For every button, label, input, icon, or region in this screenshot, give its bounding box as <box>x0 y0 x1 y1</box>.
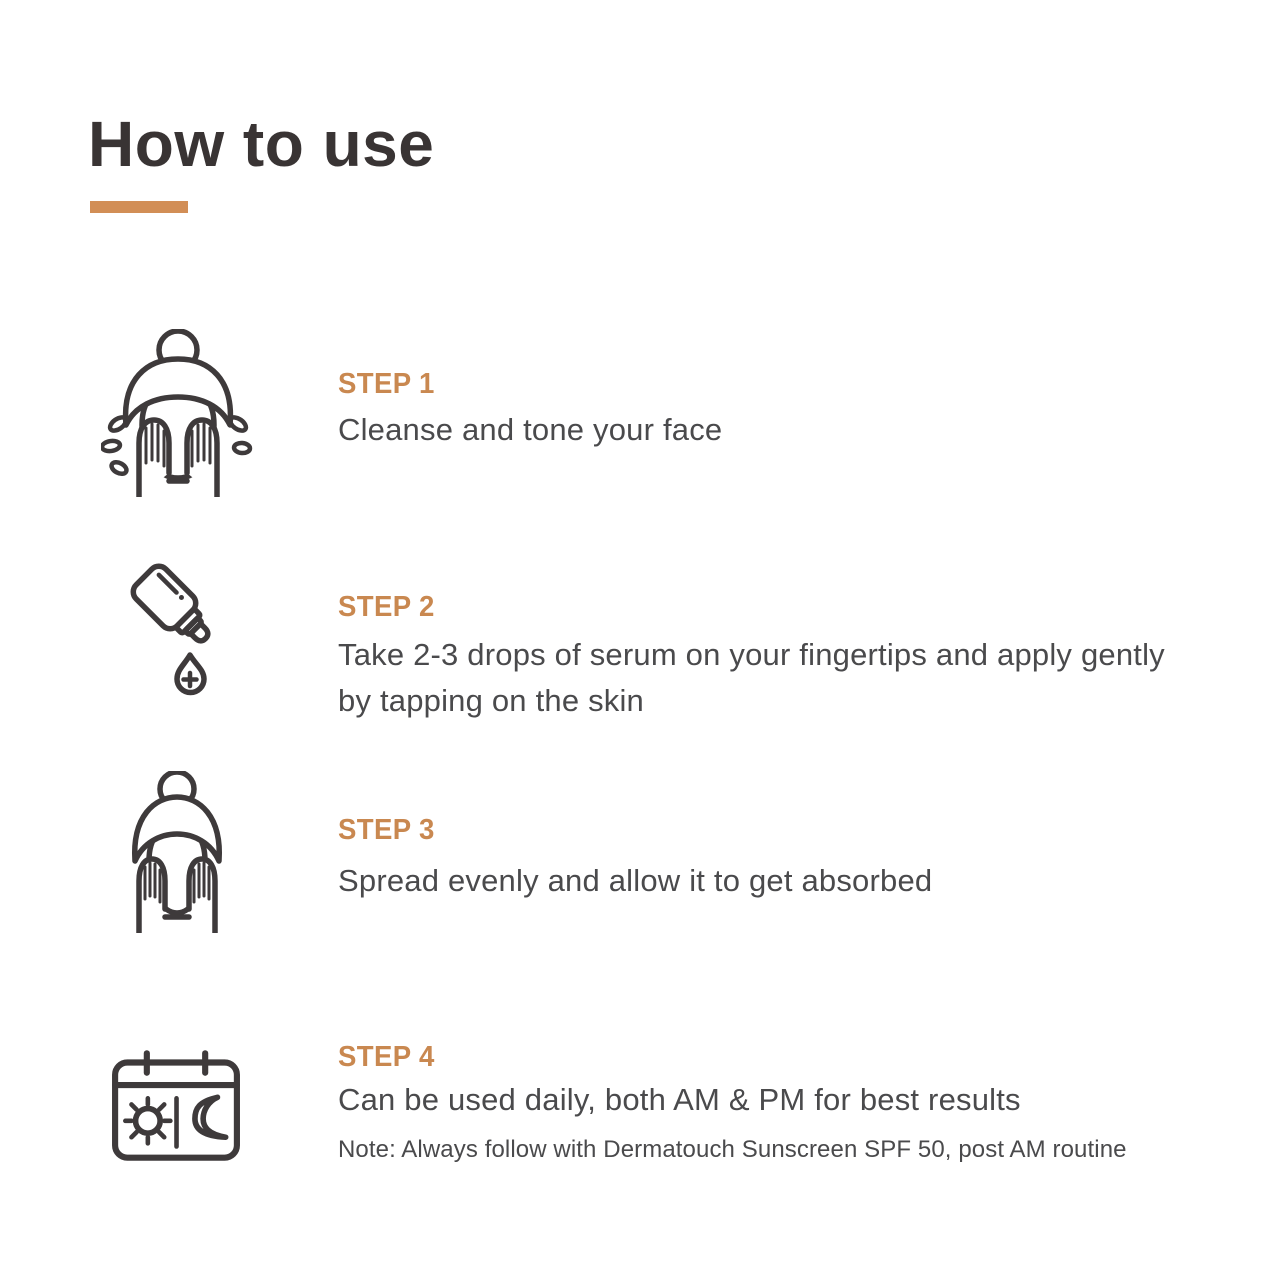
step-2-description: Take 2-3 drops of serum on your fingertips and apply gently by tapping on the skin <box>338 637 1165 718</box>
face-spread-icon <box>127 771 227 933</box>
step-1-label: STEP 1 <box>338 368 435 400</box>
step-4-label: STEP 4 <box>338 1041 435 1073</box>
step-2-label: STEP 2 <box>338 591 435 623</box>
face-wash-icon <box>101 329 255 497</box>
title-underline <box>90 201 188 213</box>
step-4-description: Can be used daily, both AM & PM for best results <box>338 1082 1021 1117</box>
moon-icon <box>195 1097 226 1137</box>
sun-icon <box>136 1109 161 1134</box>
calendar-day-night-icon <box>111 1049 241 1162</box>
page-title: How to use <box>88 108 435 180</box>
step-4-note: Note: Always follow with Dermatouch Sunscreen SPF 50, post AM routine <box>338 1136 1127 1163</box>
serum-dropper-icon <box>120 561 232 703</box>
step-3-label: STEP 3 <box>338 814 435 846</box>
step-1-description: Cleanse and tone your face <box>338 412 723 447</box>
step-3-description: Spread evenly and allow it to get absorbed <box>338 863 933 898</box>
